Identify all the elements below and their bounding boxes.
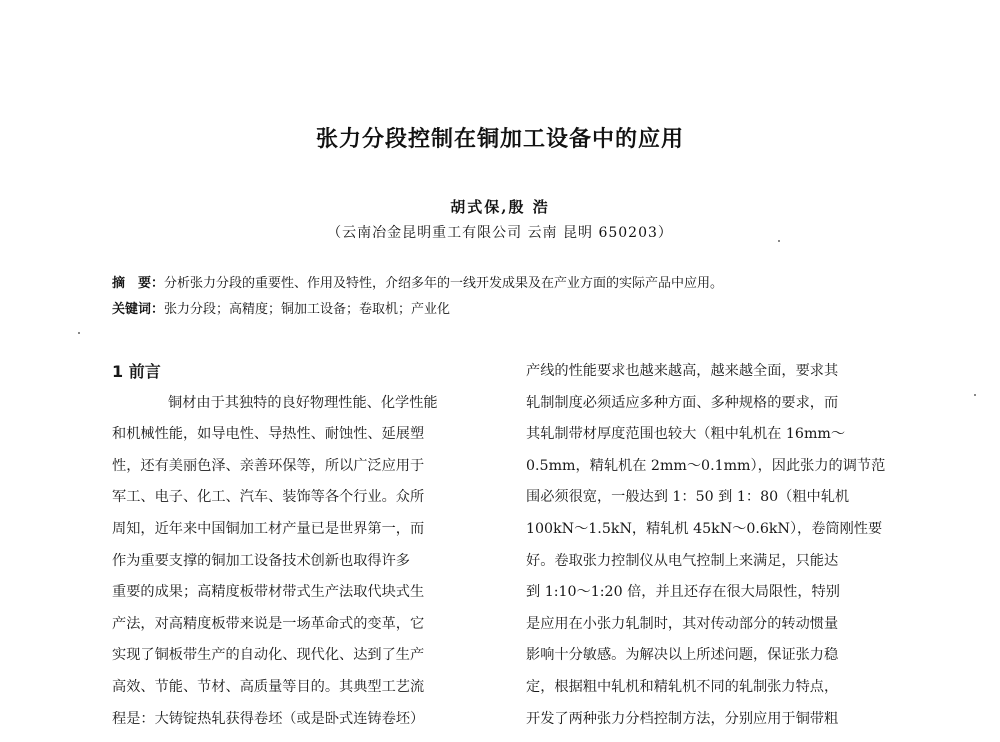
left-line: 程是：大铸锭热轧获得卷坯（或是卧式连铸卷坯） (112, 710, 425, 727)
left-line: 性，还有美丽色泽、亲善环保等，所以广泛应用于 (112, 457, 425, 474)
right-line: 开发了两种张力分档控制方法，分别应用于铜带粗 (526, 710, 839, 727)
left-line: 周知，近年来中国铜加工材产量已是世界第一，而 (112, 520, 425, 537)
left-column (112, 356, 494, 735)
left-line: 铜材由于其独特的良好物理性能、化学性能 (168, 394, 438, 411)
abstract (112, 272, 992, 291)
right-line: 其轧制带材厚度范围也较大（粗中轧机在 16mm～ (526, 426, 846, 443)
left-line: 军工、电子、化工、汽车、装饰等各个行业。众所 (112, 489, 425, 506)
abstract-text: 分析张力分段的重要性、作用及特性，介绍多年的一线开发成果及在产业方面的实际产品中应用。 (164, 276, 724, 291)
paper-title: 张力分段控制在铜加工设备中的应用 (315, 127, 684, 152)
left-line: 高效、节能、节材、高质量等目的。其典型工艺流 (112, 678, 425, 695)
right-line: 好。卷取张力控制仪从电气控制上来满足，只能达 (526, 552, 839, 569)
right-line: 定，根据粗中轧机和精轧机不同的轧制张力特点， (526, 678, 839, 695)
right-line: 到 1:10～1:20 倍，并且还存在很大局限性，特别 (526, 584, 840, 601)
affiliation: （云南冶金昆明重工有限公司 云南 昆明 650203） (327, 225, 673, 241)
left-line: 实现了铜板带生产的自动化、现代化、达到了生产 (112, 647, 425, 664)
scan-speck (778, 240, 780, 242)
keywords (112, 298, 992, 317)
right-line: 100kN～1.5kN，精轧机 45kN～0.6kN），卷筒刚性要 (526, 520, 883, 537)
left-line: 产法，对高精度板带来说是一场革命式的变革，它 (112, 615, 425, 632)
right-line: 轧制制度必须适应多种方面、多种规格的要求，而 (526, 394, 839, 411)
scan-speck (974, 394, 976, 396)
scan-speck (78, 332, 80, 334)
abstract-label: 摘 要： (112, 276, 165, 291)
keywords-label: 关键词： (112, 302, 165, 317)
right-line: 围必须很宽，一般达到 1：50 到 1：80（粗中轧机 (526, 489, 850, 506)
right-line: 是应用在小张力轧制时，其对传动部分的转动惯量 (526, 615, 839, 632)
right-line: 产线的性能要求也越来越高，越来越全面，要求其 (526, 363, 839, 379)
authors: 胡式保,殷 浩 (450, 198, 550, 216)
right-column (526, 356, 912, 735)
right-line: 影响十分敏感。为解决以上所述问题，保证张力稳 (526, 647, 839, 664)
left-line: 重要的成果；高精度板带材带式生产法取代块式生 (112, 584, 425, 601)
keywords-text: 张力分段；高精度；铜加工设备；卷取机；产业化 (164, 302, 451, 317)
left-line: 作为重要支撑的铜加工设备技术创新也取得许多 (112, 552, 410, 569)
section-heading: 1 前言 (112, 362, 161, 381)
right-line: 0.5mm，精轧机在 2mm～0.1mm），因此张力的调节范 (526, 457, 886, 474)
left-line: 和机械性能，如导电性、导热性、耐蚀性、延展塑 (112, 426, 425, 443)
